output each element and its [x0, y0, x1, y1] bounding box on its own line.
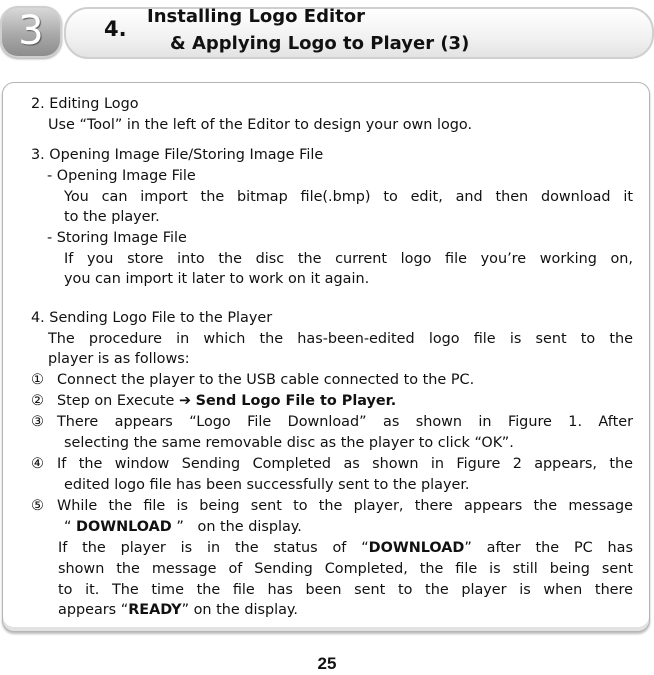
note-line1-post: ” after the PC has	[464, 540, 633, 556]
step5-quote-open: “	[64, 519, 72, 535]
step5-bold: DOWNLOAD	[76, 519, 172, 535]
step4-line2: edited logo file has been successfully sent to the player.	[64, 477, 470, 493]
step4-marker: ④	[31, 456, 44, 472]
chapter-number: 3	[18, 8, 44, 54]
sending-intro-line1: The procedure in which the has-been-edited logo file is sent to the	[48, 331, 633, 347]
chapter-badge	[0, 6, 62, 58]
step3-line1: There appears “Logo File Download” as shown in Figure 1. After	[57, 414, 633, 430]
note-line1-pre: If the player is in the status of “	[58, 540, 369, 556]
step3-marker: ③	[31, 414, 44, 430]
note-line1	[58, 537, 633, 559]
step1-marker: ①	[31, 372, 44, 388]
editing-logo-heading: 2. Editing Logo	[31, 96, 139, 112]
section-title-line1: Installing Logo Editor	[147, 6, 366, 27]
note-line4-post: ” on the display.	[181, 602, 298, 618]
storing-image-line2: you can import it later to work on it again.	[64, 271, 370, 287]
step2-text	[57, 390, 396, 412]
note-line4-bold: READY	[128, 602, 182, 618]
section-title-line2: & Applying Logo to Player (3)	[170, 33, 470, 54]
opening-image-line2: to the player.	[64, 209, 160, 225]
storing-image-line1: If you store into the disc the current logo file you’re working on,	[64, 251, 633, 267]
section-number: 4.	[104, 17, 127, 41]
sending-intro-line2: player is as follows:	[48, 351, 190, 367]
note-line4	[58, 599, 298, 621]
step2-label: Step on Execute	[57, 393, 175, 409]
note-line1-bold: DOWNLOAD	[368, 540, 465, 556]
note-line2: shown the message of Sending Completed, the file is still being sent	[58, 561, 633, 577]
step3-line2: selecting the same removable disc as the player to click “OK”.	[64, 435, 514, 451]
opening-image-heading: - Opening Image File	[47, 168, 196, 184]
step5-quote-close: ”	[176, 519, 184, 535]
opening-image-line1: You can import the bitmap file(.bmp) to edit, and then download it	[64, 189, 633, 205]
page-number: 25	[317, 654, 337, 673]
step5-marker: ⑤	[31, 498, 44, 514]
arrow-right-icon: ➔	[178, 393, 192, 409]
sending-heading: 4. Sending Logo File to the Player	[31, 310, 273, 326]
editing-logo-body: Use “Tool” in the left of the Editor to design your own logo.	[48, 117, 473, 133]
storing-image-heading: - Storing Image File	[47, 230, 187, 246]
note-line3: to it. The time the file has been sent to the player is when there	[58, 582, 633, 598]
step1-text: Connect the player to the USB cable connected to the PC.	[57, 372, 475, 388]
note-line4-pre: appears “	[58, 602, 129, 618]
step2-bold: Send Logo File to Player.	[195, 393, 397, 409]
opening-storing-heading: 3. Opening Image File/Storing Image File	[31, 147, 324, 163]
step4-line1: If the window Sending Completed as shown in Figure 2 appears, the	[57, 456, 633, 472]
step5-line1: While the file is being sent to the player, there appears the message	[57, 498, 633, 514]
step5-line2	[64, 516, 302, 538]
step5-line2-rest: on the display.	[197, 519, 302, 535]
step2-marker: ②	[31, 393, 44, 409]
